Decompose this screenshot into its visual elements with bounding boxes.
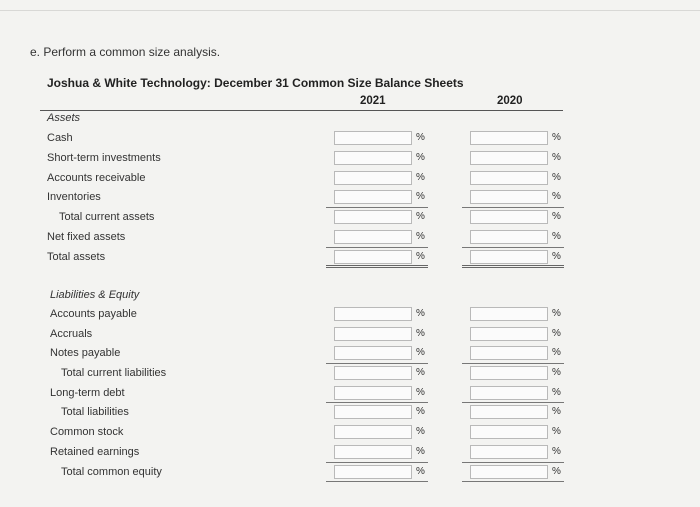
row-label-net-fixed-assets: Net fixed assets — [47, 231, 126, 243]
row-label-accounts-receivable: Accounts receivable — [47, 172, 146, 184]
row-label-cash: Cash — [47, 132, 73, 144]
row-label-total-liabilities: Total liabilities — [61, 406, 129, 418]
short-term-investments-2020-input[interactable] — [470, 151, 548, 165]
percent-sign: % — [552, 426, 561, 437]
subtotal-rule — [462, 402, 564, 403]
subtotal-rule — [326, 247, 428, 248]
total-common-equity-2020-input[interactable] — [470, 465, 548, 479]
year-header-2020: 2020 — [497, 95, 523, 107]
row-label-notes-payable: Notes payable — [50, 347, 121, 359]
accounts-payable-2021-input[interactable] — [334, 307, 412, 321]
header-divider — [40, 110, 563, 111]
common-stock-2020-input[interactable] — [470, 425, 548, 439]
accounts-receivable-2020-input[interactable] — [470, 171, 548, 185]
percent-sign: % — [416, 387, 425, 398]
total-liabilities-2021-input[interactable] — [334, 405, 412, 419]
percent-sign: % — [416, 231, 425, 242]
row-label-long-term-debt: Long-term debt — [50, 387, 125, 399]
accruals-2021-input[interactable] — [334, 327, 412, 341]
row-label-total-common-equity: Total common equity — [61, 466, 162, 478]
row-label-retained-earnings: Retained earnings — [50, 446, 140, 458]
percent-sign: % — [416, 152, 425, 163]
retained-earnings-2021-input[interactable] — [334, 445, 412, 459]
percent-sign: % — [552, 172, 561, 183]
short-term-investments-2021-input[interactable] — [334, 151, 412, 165]
total-current-assets-2021-input[interactable] — [334, 210, 412, 224]
percent-sign: % — [416, 132, 425, 143]
total-double-rule — [462, 265, 564, 268]
cash-2021-input[interactable] — [334, 131, 412, 145]
percent-sign: % — [552, 387, 561, 398]
row-label-short-term-investments: Short-term investments — [47, 152, 161, 164]
liabilities-section-header: Liabilities & Equity — [50, 289, 140, 301]
percent-sign: % — [552, 251, 561, 262]
assets-section-header: Assets — [47, 112, 81, 124]
percent-sign: % — [552, 152, 561, 163]
subtotal-rule — [326, 402, 428, 403]
sheet-title: Joshua & White Technology: December 31 Common Size Balance Sheets — [47, 76, 464, 90]
long-term-debt-2020-input[interactable] — [470, 386, 548, 400]
percent-sign: % — [552, 328, 561, 339]
cash-2020-input[interactable] — [470, 131, 548, 145]
inventories-2021-input[interactable] — [334, 190, 412, 204]
percent-sign: % — [552, 347, 561, 358]
total-current-liabilities-2021-input[interactable] — [334, 366, 412, 380]
row-label-total-current-liabilities: Total current liabilities — [61, 367, 167, 379]
notes-payable-2020-input[interactable] — [470, 346, 548, 360]
retained-earnings-2020-input[interactable] — [470, 445, 548, 459]
row-label-inventories: Inventories — [47, 191, 101, 203]
top-divider — [0, 10, 700, 11]
percent-sign: % — [552, 211, 561, 222]
row-label-total-assets: Total assets — [47, 251, 106, 263]
net-fixed-assets-2021-input[interactable] — [334, 230, 412, 244]
total-rule — [462, 481, 564, 482]
total-double-rule — [326, 265, 428, 268]
percent-sign: % — [552, 406, 561, 417]
percent-sign: % — [416, 426, 425, 437]
total-common-equity-2021-input[interactable] — [334, 465, 412, 479]
percent-sign: % — [552, 446, 561, 457]
accounts-payable-2020-input[interactable] — [470, 307, 548, 321]
percent-sign: % — [552, 308, 561, 319]
percent-sign: % — [416, 446, 425, 457]
accounts-receivable-2021-input[interactable] — [334, 171, 412, 185]
percent-sign: % — [416, 251, 425, 262]
row-label-common-stock: Common stock — [50, 426, 124, 438]
percent-sign: % — [416, 172, 425, 183]
subtotal-rule — [462, 363, 564, 364]
percent-sign: % — [416, 347, 425, 358]
accruals-2020-input[interactable] — [470, 327, 548, 341]
year-header-2021: 2021 — [360, 95, 386, 107]
percent-sign: % — [416, 367, 425, 378]
subtotal-rule — [326, 207, 428, 208]
total-current-assets-2020-input[interactable] — [470, 210, 548, 224]
percent-sign: % — [416, 308, 425, 319]
percent-sign: % — [416, 191, 425, 202]
net-fixed-assets-2020-input[interactable] — [470, 230, 548, 244]
total-liabilities-2020-input[interactable] — [470, 405, 548, 419]
total-assets-2020-input[interactable] — [470, 250, 548, 264]
percent-sign: % — [552, 367, 561, 378]
percent-sign: % — [416, 328, 425, 339]
percent-sign: % — [416, 211, 425, 222]
subtotal-rule — [326, 363, 428, 364]
percent-sign: % — [552, 231, 561, 242]
subtotal-rule — [462, 207, 564, 208]
total-current-liabilities-2020-input[interactable] — [470, 366, 548, 380]
inventories-2020-input[interactable] — [470, 190, 548, 204]
notes-payable-2021-input[interactable] — [334, 346, 412, 360]
row-label-accruals: Accruals — [50, 328, 93, 340]
percent-sign: % — [416, 406, 425, 417]
question-text: e. Perform a common size analysis. — [30, 45, 221, 59]
percent-sign: % — [416, 466, 425, 477]
subtotal-rule — [462, 462, 564, 463]
common-stock-2021-input[interactable] — [334, 425, 412, 439]
subtotal-rule — [462, 247, 564, 248]
percent-sign: % — [552, 466, 561, 477]
percent-sign: % — [552, 132, 561, 143]
percent-sign: % — [552, 191, 561, 202]
total-rule — [326, 481, 428, 482]
row-label-total-current-assets: Total current assets — [59, 211, 155, 223]
subtotal-rule — [326, 462, 428, 463]
long-term-debt-2021-input[interactable] — [334, 386, 412, 400]
row-label-accounts-payable: Accounts payable — [50, 308, 137, 320]
total-assets-2021-input[interactable] — [334, 250, 412, 264]
